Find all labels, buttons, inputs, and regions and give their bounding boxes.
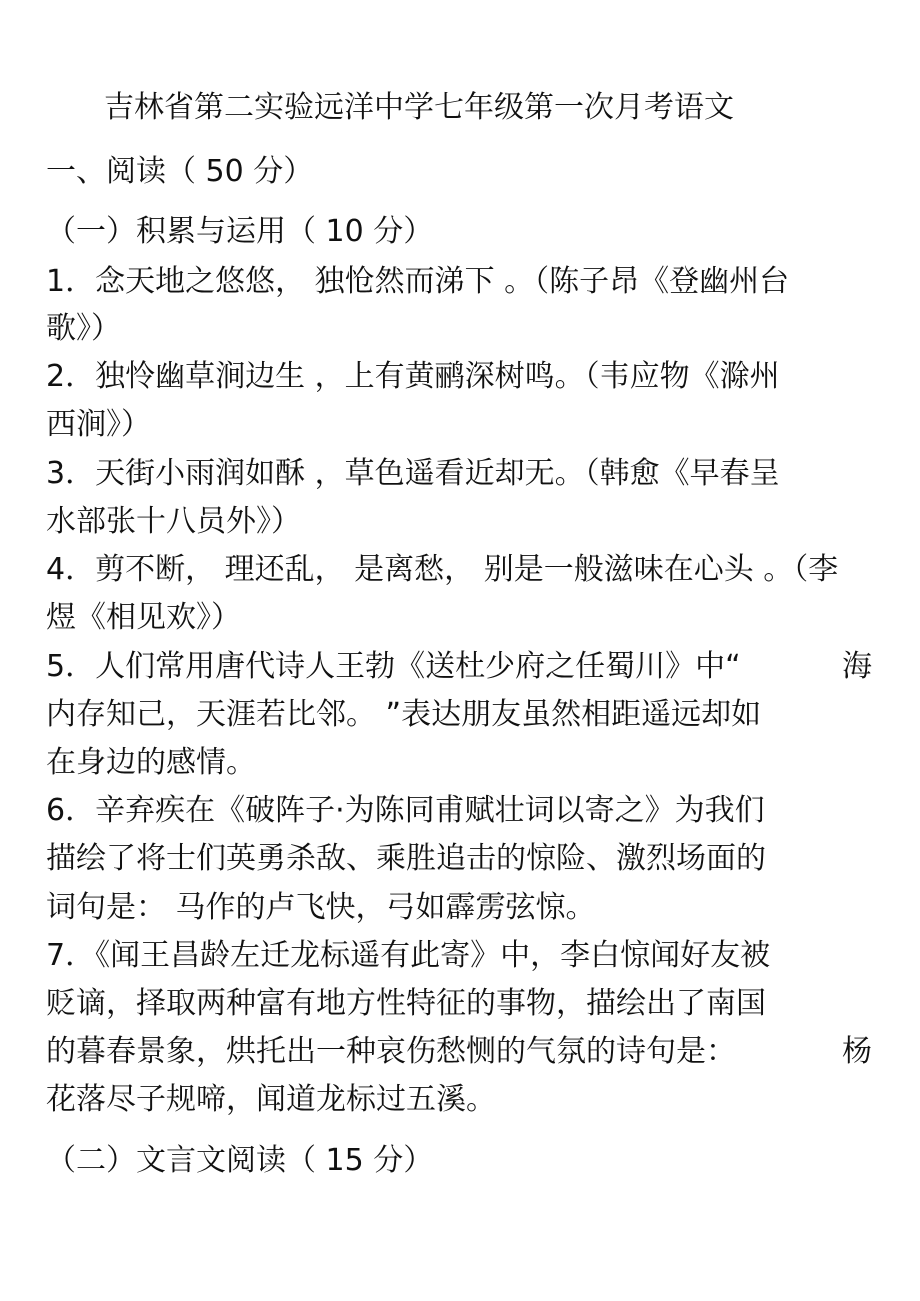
- question-5-right-fragment: 海: [842, 649, 872, 684]
- subsection-heading-accumulation: （一）积累与运用（ 10 分）: [46, 214, 434, 249]
- question-4-line-1: 4．剪不断， 理还乱， 是离愁， 别是一般滋味在心头 。（李: [46, 552, 839, 587]
- question-7-line-4: 花落尽子规啼，闻道龙标过五溪。: [46, 1082, 496, 1117]
- question-3-line-2: 水部张十八员外》）: [46, 504, 301, 539]
- question-4-line-2: 煜《相见欢》）: [46, 600, 241, 635]
- question-7-line-2: 贬谪，择取两种富有地方性特征的事物，描绘出了南国: [46, 986, 766, 1021]
- question-5-line-2: 内存知己，天涯若比邻。 ”表达朋友虽然相距遥远却如: [46, 697, 762, 732]
- question-3-line-1: 3．天街小雨润如酥 ，草色遥看近却无。（韩愈《早春呈: [46, 456, 780, 491]
- question-7-line-1: 7．《闻王昌龄左迁龙标遥有此寄》中，李白惊闻好友被: [46, 938, 771, 973]
- question-2-line-2: 西涧》）: [46, 407, 151, 442]
- question-1-line-2: 歌》）: [46, 311, 121, 346]
- question-7-right-fragment: 杨: [842, 1034, 872, 1069]
- section-heading-reading: 一、阅读（ 50 分）: [46, 154, 314, 189]
- question-7-line-3: 的暮春景象，烘托出一种哀伤愁恻的气氛的诗句是：: [46, 1034, 736, 1069]
- question-2-line-1: 2．独怜幽草涧边生 ，上有黄鹂深树鸣。（韦应物《滁州: [46, 359, 780, 394]
- page-title: 吉林省第二实验远洋中学七年级第一次月考语文: [104, 90, 734, 125]
- question-5-line-1: 5．人们常用唐代诗人王勃《送杜少府之任蜀川》中“: [46, 649, 741, 684]
- subsection-heading-classical-reading: （二）文言文阅读（ 15 分）: [46, 1143, 434, 1178]
- question-6-line-1: 6．辛弃疾在《破阵子·为陈同甫赋壮词以寄之》为我们: [46, 793, 765, 828]
- question-1-line-1: 1．念天地之悠悠， 独怆然而涕下 。（陈子昂《登幽州台: [46, 264, 790, 299]
- question-5-line-3: 在身边的感情。: [46, 745, 256, 780]
- question-6-line-2: 描绘了将士们英勇杀敌、乘胜追击的惊险、激烈场面的: [46, 841, 766, 876]
- question-6-line-3: 词句是： 马作的卢飞快，弓如霹雳弦惊。: [46, 890, 596, 925]
